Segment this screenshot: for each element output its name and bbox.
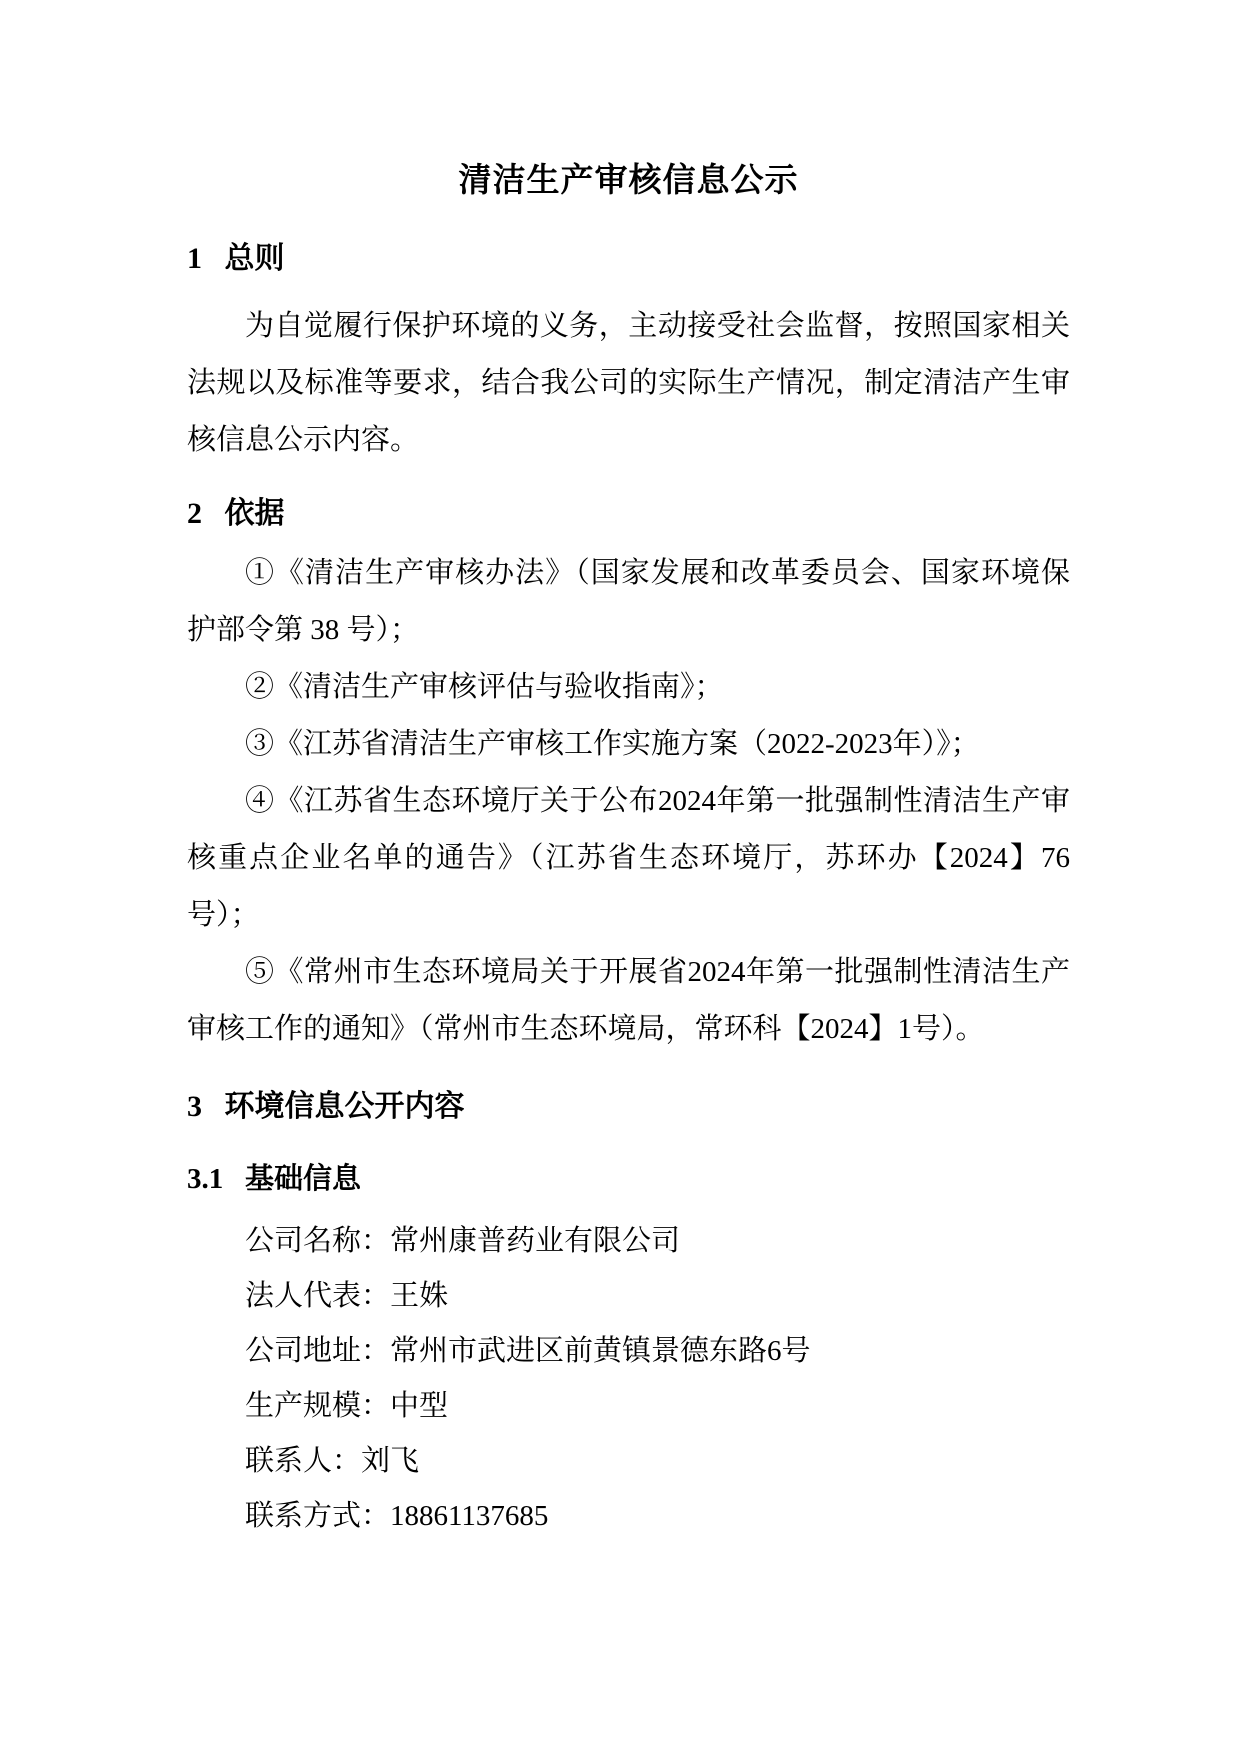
section-1-title: 总则 xyxy=(224,242,285,275)
section-1-paragraph: 为自觉履行保护环境的义务，主动接受社会监督，按照国家相关法规以及标准等要求，结合我公司的实际生产情况，制定清洁产生审核信息公示内容。 xyxy=(187,310,1070,456)
document-title: 清洁生产审核信息公示 xyxy=(458,161,799,198)
basic-info-legal-representative: 法人代表：王姝 xyxy=(245,1280,449,1312)
basic-info-list xyxy=(187,1214,1070,1544)
reference-item-5: ⑤《常州市生态环境局关于开展省2024年第一批强制性清洁生产审核工作的通知》（常州市生态环境局，常环科【2024】1号）。 xyxy=(187,956,1070,1045)
section-1-number: 1 xyxy=(187,242,202,275)
reference-item-2: ②《清洁生产审核评估与验收指南》； xyxy=(245,671,724,703)
section-3-heading xyxy=(187,1088,1070,1126)
basic-info-company-name: 公司名称：常州康普药业有限公司 xyxy=(245,1225,681,1257)
section-3-number: 3 xyxy=(187,1090,202,1123)
section-3-1-heading xyxy=(187,1162,1070,1196)
basic-info-production-scale: 生产规模：中型 xyxy=(245,1390,449,1422)
section-3-1-title: 基础信息 xyxy=(245,1163,362,1195)
reference-item-4: ④《江苏省生态环境厅关于公布2024年第一批强制性清洁生产审核重点企业名单的通告》（江苏省生态环境厅，苏环办【2024】76号）； xyxy=(187,785,1070,931)
reference-list xyxy=(187,545,1070,1058)
section-2-number: 2 xyxy=(187,497,202,530)
reference-item-3: ③《江苏省清洁生产审核工作实施方案（2022-2023年）》； xyxy=(245,728,980,760)
basic-info-contact-person: 联系人：刘飞 xyxy=(245,1445,420,1477)
section-3-title: 环境信息公开内容 xyxy=(224,1090,465,1123)
section-3-1-number: 3.1 xyxy=(187,1163,224,1195)
reference-item-1: ①《清洁生产审核办法》（国家发展和改革委员会、国家环境保护部令第 38 号）； xyxy=(187,557,1070,646)
basic-info-contact-phone: 联系方式：18861137685 xyxy=(245,1500,549,1532)
section-2-heading xyxy=(187,495,1070,533)
basic-info-company-address: 公司地址：常州市武进区前黄镇景德东路6号 xyxy=(245,1335,811,1367)
section-2-title: 依据 xyxy=(224,497,285,530)
section-1-heading xyxy=(187,240,1070,278)
